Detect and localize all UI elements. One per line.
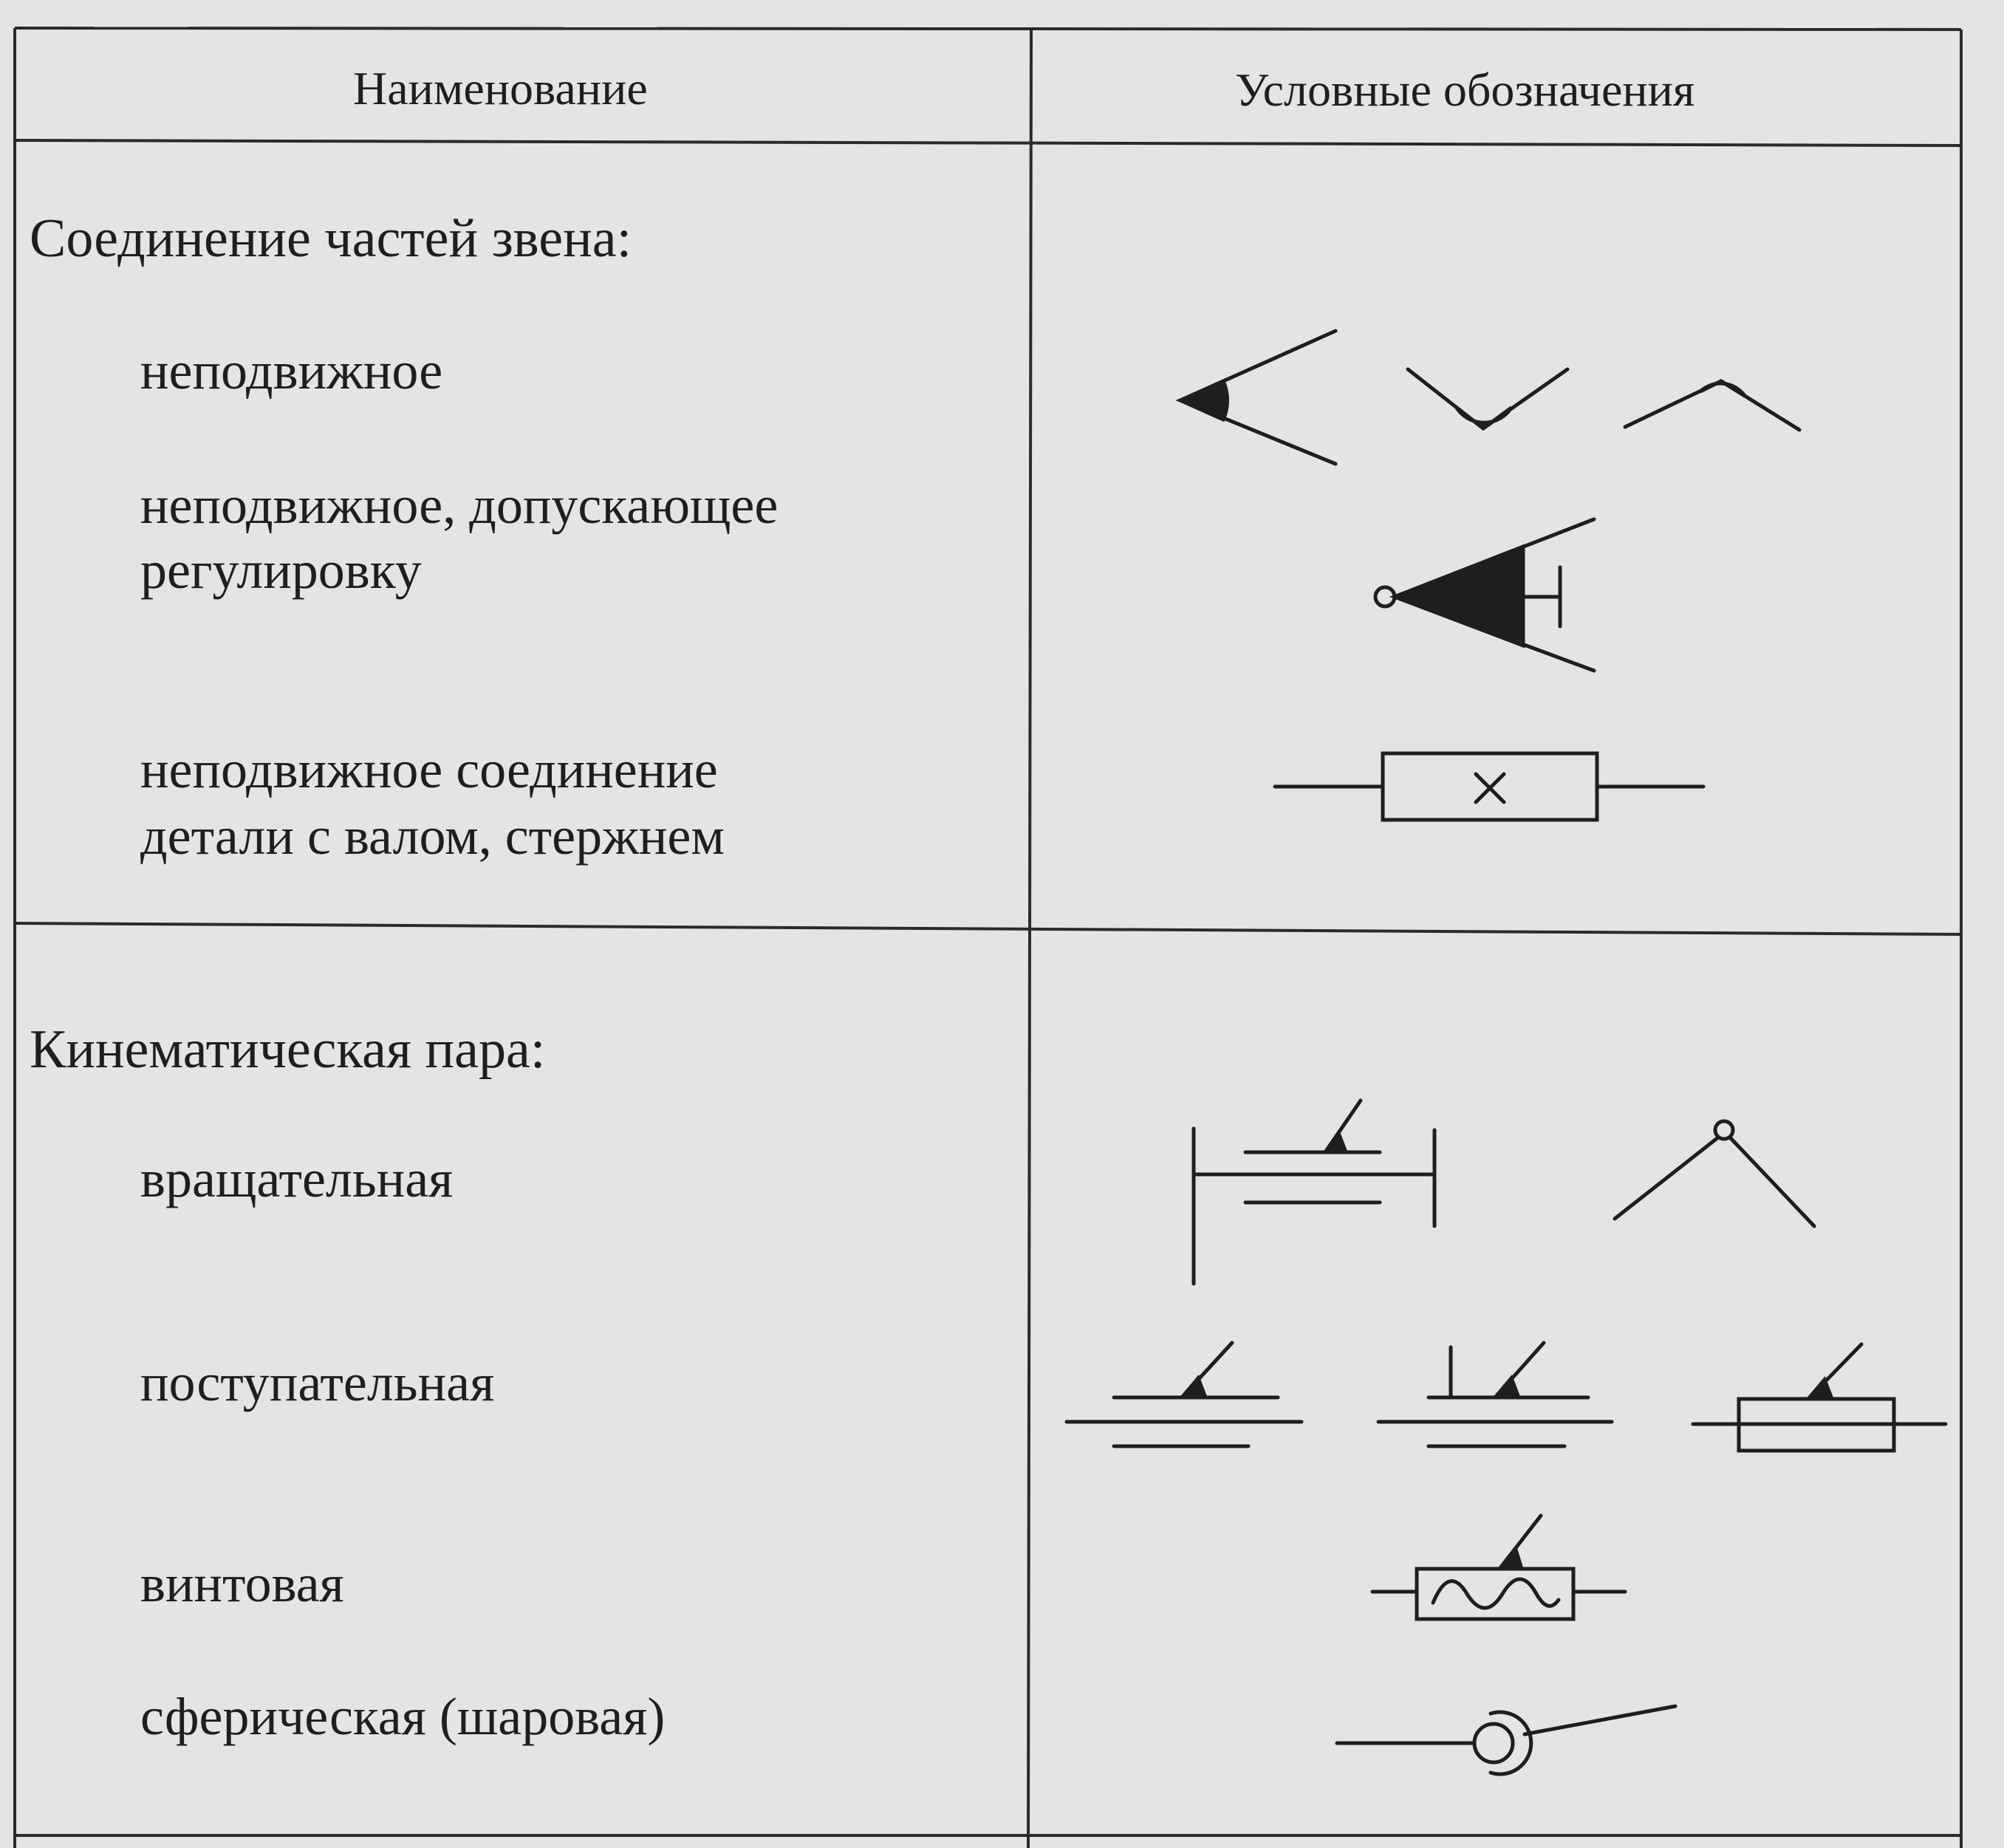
shaft-joint-icon — [1275, 753, 1703, 820]
revolute-pair-hinge-icon — [1615, 1121, 1814, 1226]
spherical-pair-icon — [1337, 1706, 1675, 1774]
header-name: Наименование — [353, 62, 648, 114]
group-title-kinematic-pair: Кинематическая пара: — [30, 1019, 546, 1080]
item-label-spherical: сферическая (шаровая) — [140, 1687, 666, 1746]
item-label-adjustable-line1: неподвижное, допускающее — [140, 476, 779, 535]
prismatic-pair-icon-3 — [1693, 1344, 1946, 1451]
fixed-joint-v-icon — [1408, 369, 1567, 428]
prismatic-pair-icon-1 — [1067, 1343, 1302, 1446]
adjustable-joint-icon — [1375, 519, 1594, 671]
item-label-revolute: вращательная — [140, 1149, 454, 1208]
fixed-joint-peak-icon — [1625, 381, 1799, 430]
item-label-shaft-line1: неподвижное соединение — [140, 740, 718, 799]
group-title-link-joints: Соединение частей звена: — [30, 208, 632, 269]
item-label-screw: винтовая — [140, 1554, 344, 1613]
prismatic-pair-icon-2 — [1378, 1343, 1612, 1446]
revolute-pair-bearing-icon — [1194, 1101, 1434, 1284]
item-label-fixed: неподвижное — [140, 341, 443, 400]
screw-pair-icon — [1372, 1516, 1625, 1619]
header-symbols: Условные обозначения — [1235, 64, 1695, 116]
item-label-shaft-line2: детали с валом, стержнем — [140, 807, 725, 866]
fixed-joint-angle-left-icon — [1180, 331, 1336, 464]
item-label-adjustable-line2: регулировку — [140, 541, 422, 600]
item-label-prismatic: поступательная — [140, 1353, 495, 1412]
